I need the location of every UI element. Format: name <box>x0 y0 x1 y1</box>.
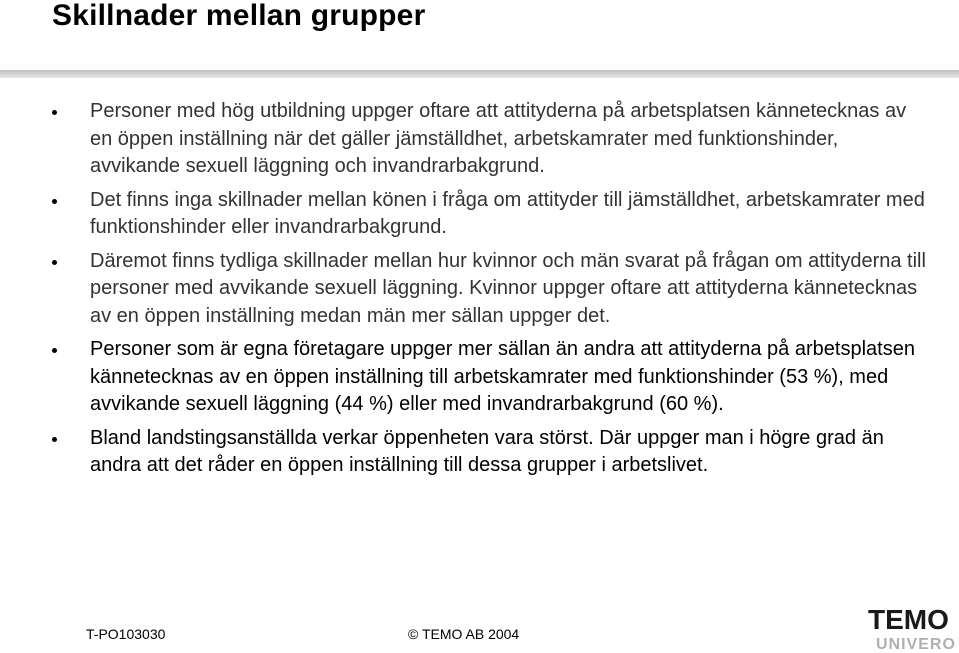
temo-logo <box>868 605 959 653</box>
title-divider <box>0 70 959 78</box>
list-item <box>52 248 932 331</box>
footer-copyright: © TEMO AB 2004 <box>408 626 520 642</box>
bullet-text: Det finns inga skillnader mellan könen i fråga om attityder till jämställdhet, arbetskamrater med funktionshinder eller invandrarbakgrund. <box>90 188 925 238</box>
bullet-icon <box>52 348 57 353</box>
list-item <box>52 425 932 480</box>
bullet-icon <box>52 437 57 442</box>
bullet-icon <box>52 110 57 115</box>
bullet-text: Bland landstingsanställda verkar öppenheten vara störst. Där uppger man i högre grad än andra att det råder en öppen inställning till dessa grupper i arbetslivet. <box>90 426 884 476</box>
logo-sub: UNIVERO <box>876 636 956 653</box>
footer-code: T-PO103030 <box>86 626 166 642</box>
bullet-text: Personer med hög utbildning uppger oftare att attityderna på arbetsplatsen kännetecknas av en öppen inställning när det gäller jämställdhet, arbetskamrater med funktionshinder, avvikande sexuell läggning och invandrarbakgrund. <box>90 100 907 177</box>
list-item <box>52 336 932 419</box>
bullet-list <box>52 98 932 486</box>
list-item <box>52 187 932 242</box>
bullet-text: Däremot finns tydliga skillnader mellan hur kvinnor och män svarat på frågan om attityderna till personer med avvikande sexuell läggning. Kvinnor uppger oftare att attityderna kännetecknas av en öppen inställning medan män mer sällan uppger det. <box>90 249 926 327</box>
list-item <box>52 98 932 181</box>
bullet-icon <box>52 260 57 265</box>
page-title: Skillnader mellan grupper <box>52 0 426 32</box>
logo-name: TEMO <box>868 605 949 635</box>
bullet-icon <box>52 199 57 204</box>
bullet-text: Personer som är egna företagare uppger mer sällan än andra att attityderna på arbetsplatsen kännetecknas av en öppen inställning till arbetskamrater med funktionshinder (53 %), med avvikande sexuell läggning (44 %) eller med invandrarbakgrund (60 %). <box>90 338 915 415</box>
